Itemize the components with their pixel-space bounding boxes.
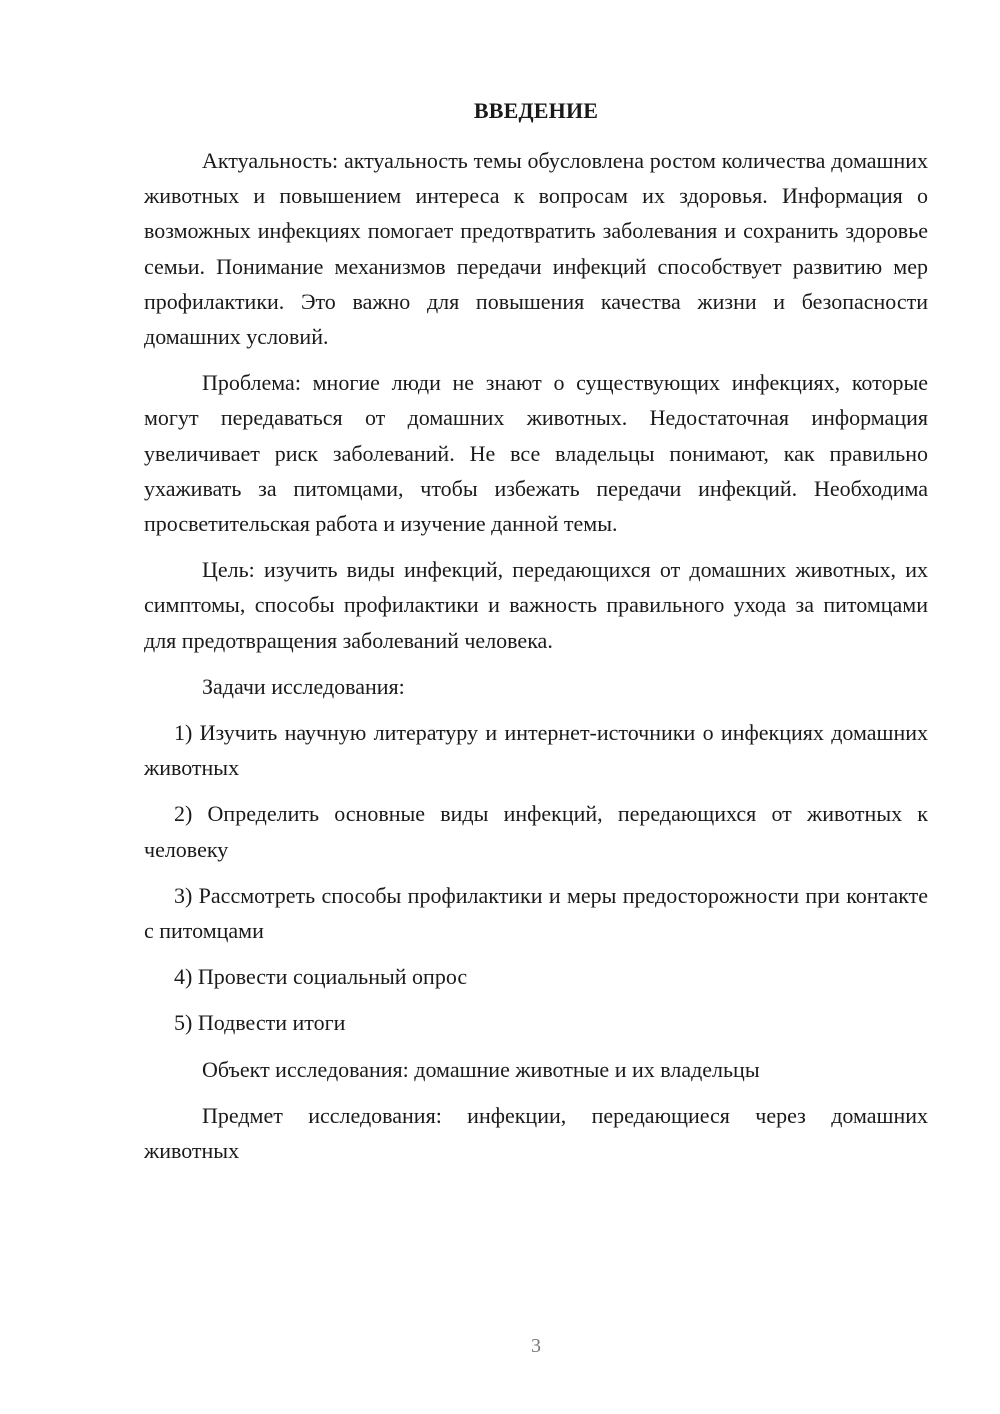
tasks-title: Задачи исследования: (202, 673, 405, 699)
task-item-5: 5) Подвести итоги (174, 1010, 346, 1036)
page-number: 3 (531, 1335, 541, 1357)
object-paragraph: Объект исследования: домашние животные и их владельцы (202, 1056, 760, 1082)
subject-paragraph: Предмет исследования: инфекции, передающиеся через домашних животных (144, 1102, 928, 1164)
section-heading: ВВЕДЕНИЕ (473, 98, 599, 123)
section-body (144, 143, 928, 1179)
relevance-paragraph: Актуальность: актуальность темы обусловлена ростом количества домашних животных и повышением интереса к вопросам их здоровья. Информация о возможных инфекциях помогает предотвратить заболевания и сохранить здоровье семьи. Понимание механизмов передачи инфекций способствует развитию мер профилактики. Это важно для повышения качества жизни и безопасности домашних условий. (144, 148, 928, 350)
task-item-2: 2) Определить основные виды инфекций, передающихся от животных к человеку (144, 801, 928, 862)
problem-paragraph: Проблема: многие люди не знают о существующих инфекциях, которые могут передаваться от домашних животных. Недостаточная информация увеличивает риск заболеваний. Не все владельцы понимают, как правильно ухаживать за питомцами, чтобы избежать передачи инфекций. Необходима просветительская работа и изучение данной темы. (144, 370, 928, 537)
task-item-3: 3) Рассмотреть способы профилактики и меры предосторожности при контакте с питомцами (144, 882, 928, 944)
task-item-1: 1) Изучить научную литературу и интернет-источники о инфекциях домашних животных (144, 720, 928, 781)
task-item-4: 4) Провести социальный опрос (174, 964, 468, 990)
goal-paragraph: Цель: изучить виды инфекций, передающихся от домашних животных, их симптомы, способы профилактики и важность правильного ухода за питомцами для предотвращения заболеваний человека. (144, 557, 928, 653)
